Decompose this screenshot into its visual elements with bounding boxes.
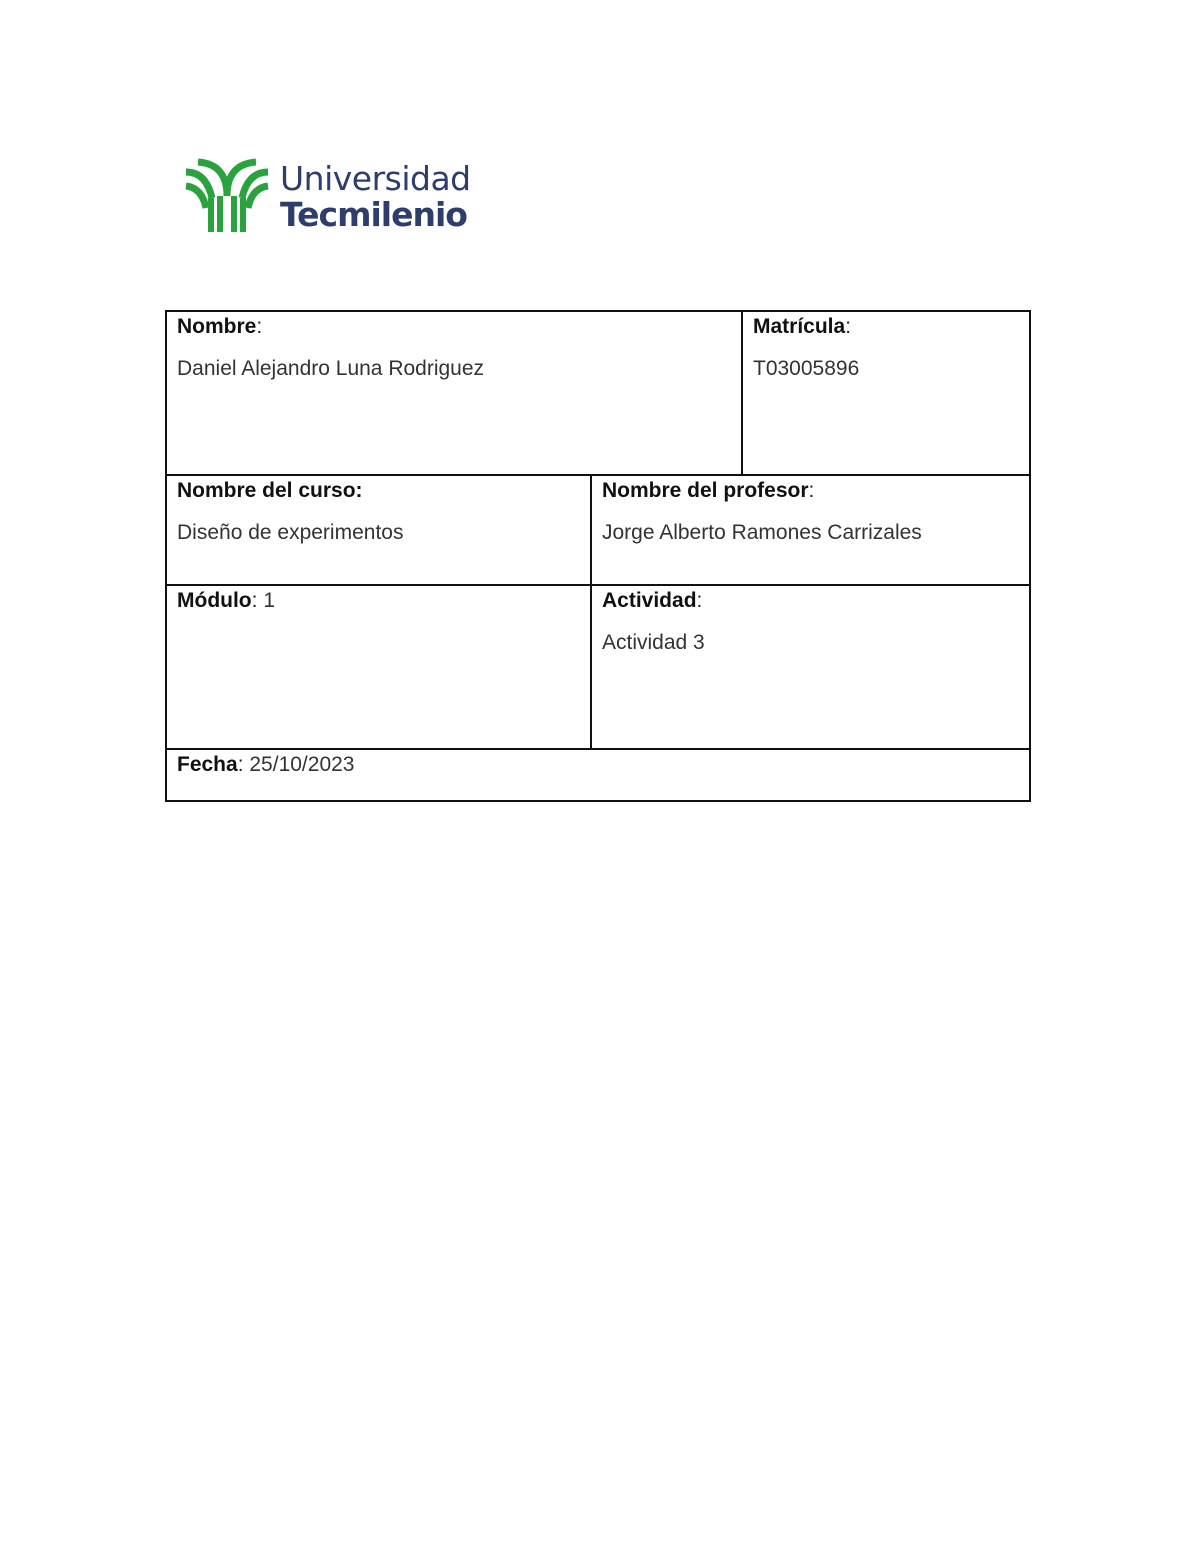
table-row-divider (165, 748, 1031, 750)
table-col-divider (590, 474, 592, 750)
logo-text-universidad: Universidad (280, 159, 471, 198)
label-modulo: Módulo (177, 589, 252, 612)
tecmilenio-tree-icon (184, 158, 270, 232)
cell-matricula (753, 314, 859, 383)
label-modulo-colon: : (251, 589, 264, 612)
label-actividad: Actividad (602, 589, 697, 612)
cell-modulo (177, 588, 275, 614)
table-border-top (165, 310, 1031, 312)
label-profesor: Nombre del profesor (602, 479, 809, 502)
cell-nombre (177, 314, 484, 383)
table-col-divider (741, 310, 743, 476)
table-border-left (165, 310, 167, 802)
label-nombre: Nombre (177, 315, 257, 338)
label-fecha-colon: : (237, 753, 250, 776)
value-fecha: 25/10/2023 (249, 753, 355, 776)
cell-fecha (177, 752, 354, 778)
value-profesor: Jorge Alberto Ramones Carrizales (602, 521, 922, 545)
value-nombre: Daniel Alejandro Luna Rodriguez (177, 357, 485, 381)
label-fecha: Fecha (177, 753, 238, 776)
cell-profesor (602, 478, 922, 547)
table-row-divider (165, 474, 1031, 476)
value-curso: Diseño de experimentos (177, 521, 404, 545)
label-curso: Nombre del curso: (177, 479, 363, 502)
label-actividad-colon: : (696, 589, 703, 612)
table-border-right (1029, 310, 1031, 802)
value-matricula: T03005896 (753, 357, 860, 381)
university-logo (184, 156, 514, 236)
label-nombre-colon: : (256, 315, 263, 338)
value-modulo: 1 (263, 589, 275, 612)
table-border-bottom (165, 800, 1031, 802)
label-matricula: Matrícula (753, 315, 846, 338)
table-row-divider (165, 584, 1031, 586)
cell-curso (177, 478, 403, 547)
cell-actividad (602, 588, 705, 657)
logo-text-tecmilenio: Tecmilenio (280, 195, 467, 234)
label-matricula-colon: : (845, 315, 852, 338)
value-actividad: Actividad 3 (602, 631, 705, 655)
label-profesor-colon: : (808, 479, 815, 502)
student-info-table (165, 310, 1031, 802)
